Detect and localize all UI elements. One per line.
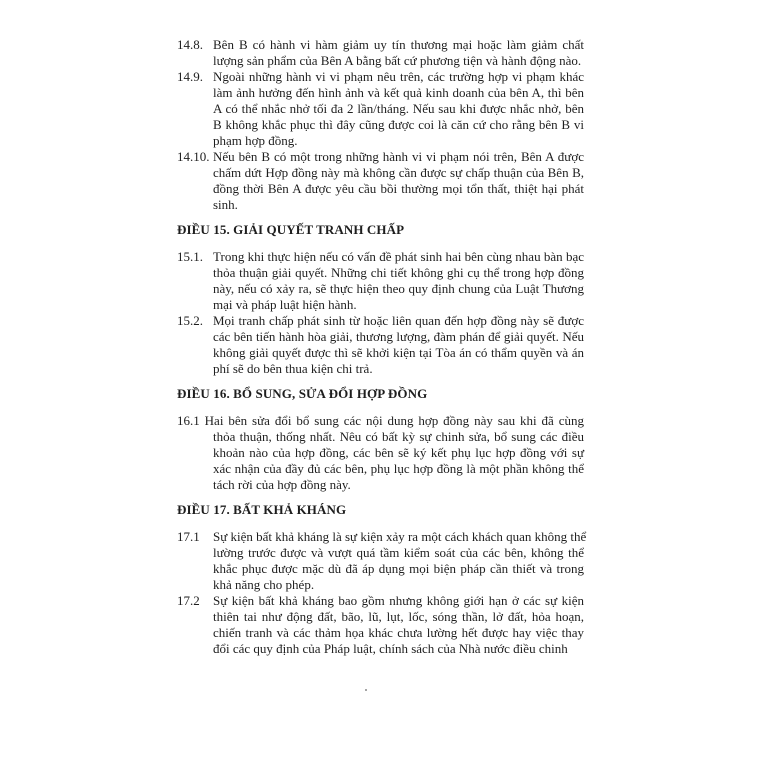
clause-number: 15.1. [177, 249, 203, 264]
clause-number: 17.1 [177, 529, 200, 544]
clause-line: Bên B có hành vi hàm giảm uy tín thương mại hoặc làm giảm chất [213, 37, 584, 52]
clause-line: khoản nào của hợp đồng, các bên sẽ ký kết phụ lục hợp đồng với sự [213, 445, 584, 460]
document-section [177, 386, 584, 493]
clause-line: B không khắc phục thì đây cũng được coi là căn cứ cho rằng bên B vi [213, 117, 584, 132]
clause-line: đổi các quy định của Pháp luật, chính sách của Nhà nước điều chinh [213, 641, 568, 656]
clause-item [177, 529, 587, 593]
section-heading: ĐIỀU 15. GIẢI QUYẾT TRANH CHẤP [177, 222, 405, 237]
clause-line: thỏa thuận giải quyết. Những chi tiết không ghi cụ thể trong hợp đồng [213, 265, 584, 280]
clause-line: tách rời của hợp đồng này. [213, 477, 351, 492]
clause-line: xác nhận của đầy đủ các bên, phụ lục hợp đồng là một phần không thể [213, 461, 584, 476]
clause-item [177, 37, 584, 69]
clause-number: 16.1 [177, 413, 200, 428]
clause-line: lượng sản phẩm của Bên A bằng bất cứ phương tiện và hành động nào. [213, 53, 582, 68]
clause-line: các bên tiến hành hòa giải, thương lượng, đàm phán để giải quyết. Nếu [213, 329, 584, 344]
clause-line: đồng thời Bên A được yêu cầu bồi thường mọi tổn thất, thiệt hại phát [213, 181, 584, 196]
clause-line: lường trước được và vượt quá tầm kiểm soát của các bên, không thể [213, 545, 584, 560]
clause-item [177, 413, 584, 493]
clause-line: làm ảnh hưởng đến hình ảnh và kết quả kinh doanh của bên A, thì bên [213, 85, 584, 100]
clause-line: thiên tai như động đất, bão, lũ, lụt, lốc, sóng thần, lở đất, hỏa hoạn, [213, 609, 584, 624]
clause-number: 14.8. [177, 37, 203, 52]
clause-line: Nếu bên B có một trong những hành vi vi phạm nói trên, Bên A được [213, 149, 584, 164]
clause-line: Ngoài những hành vi vi phạm nêu trên, các trường hợp vi phạm khác [213, 69, 584, 84]
clause-line: Mọi tranh chấp phát sinh từ hoặc liên quan đến hợp đồng này sẽ được [213, 313, 584, 328]
clause-line: sinh. [213, 197, 238, 212]
clause-text [213, 529, 587, 593]
clause-text [213, 593, 584, 657]
clause-line: Hai bên sửa đổi bổ sung các nội dung hợp đồng này sau khi đã cùng [204, 413, 585, 428]
clause-number: 17.2 [177, 593, 200, 608]
section-heading: ĐIỀU 17. BẤT KHẢ KHÁNG [177, 502, 347, 517]
document-section [177, 502, 587, 657]
clause-text [177, 413, 585, 493]
clause-item [177, 593, 584, 657]
clause-text [213, 37, 584, 69]
clause-line: A có thể nhắc nhở tối đa 2 lần/tháng. Nếu sau khi được nhắc nhở, bên [213, 101, 584, 116]
clause-text [213, 149, 584, 213]
clause-number: 14.10. [177, 149, 210, 164]
clause-number: 15.2. [177, 313, 203, 328]
clause-first-line [177, 413, 584, 429]
clause-line: mại và pháp luật hiện hành. [213, 297, 357, 312]
clause-number: 14.9. [177, 69, 203, 84]
clause-line: chiến tranh và các thảm họa khác chưa lường hết được hay việc thay [213, 625, 584, 640]
clause-text [213, 249, 584, 313]
scan-speck [365, 689, 367, 691]
clause-item [177, 313, 584, 377]
section-heading: ĐIỀU 16. BỔ SUNG, SỬA ĐỔI HỢP ĐỒNG [177, 386, 428, 401]
clause-line: thỏa thuận, thống nhất. Nêu có bất kỳ sự chinh sửa, bổ sung các điều [213, 429, 584, 444]
clause-item [177, 69, 584, 149]
document-section [177, 37, 584, 213]
clause-text [213, 69, 584, 149]
clause-line: khắc phục được mặc dù đã áp dụng mọi biện pháp cần thiết và trong [213, 561, 584, 576]
document-page [177, 37, 587, 657]
clause-item [177, 149, 584, 213]
clause-text [213, 313, 584, 377]
clause-line: phạm hợp đồng. [213, 133, 298, 148]
clause-line: không giải quyết được thì sẽ khởi kiện tại Tòa án có thẩm quyền và án [213, 345, 584, 360]
clause-line: Sự kiện bất khả kháng là sự kiện xảy ra một cách khách quan không thể [213, 529, 587, 544]
clause-line: Sự kiện bất khả kháng bao gồm nhưng không giới hạn ở các sự kiện [213, 593, 584, 608]
clause-line: phí sẽ do bên thua kiện chi trả. [213, 361, 373, 376]
clause-line: khả năng cho phép. [213, 577, 315, 592]
document-section [177, 222, 584, 377]
clause-item [177, 249, 584, 313]
clause-line: chấm dứt Hợp đồng này mà không cần được sự chấp thuận của Bên B, [213, 165, 584, 180]
clause-line: này, nếu có xảy ra, sẽ thực hiện theo quy định chung của Luật Thương [213, 281, 584, 296]
clause-line: Trong khi thực hiện nếu có vấn đề phát sinh hai bên cùng nhau bàn bạc [213, 249, 584, 264]
